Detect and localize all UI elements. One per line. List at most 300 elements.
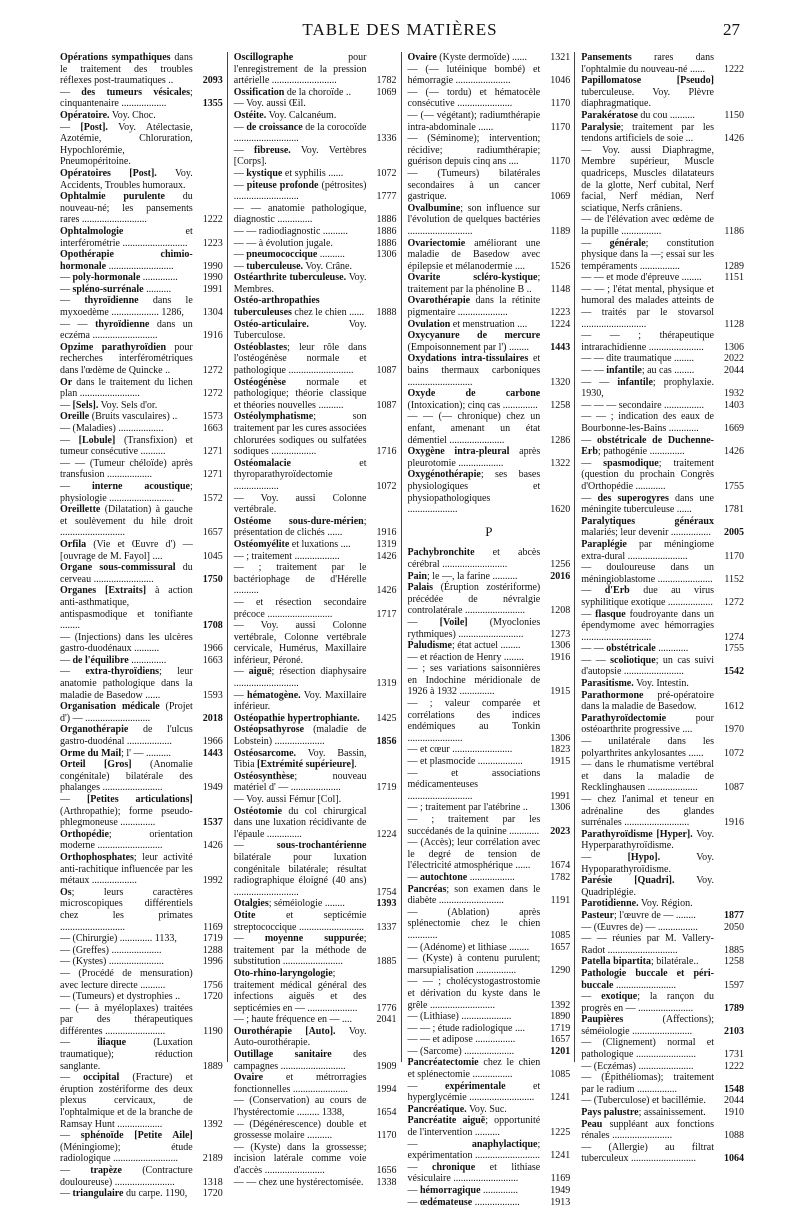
entry-text: — d'Erb due au virus syphilitique exotique .................. [581, 585, 714, 608]
entry-text: Organisation médicale (Projet d') — .......................... [60, 701, 193, 724]
entry-text: — hémorragique .............. [407, 1185, 519, 1196]
index-entry [234, 238, 397, 250]
index-entry [408, 976, 571, 1011]
entry-page-number: 1719 [376, 782, 397, 794]
index-entry [60, 168, 223, 191]
entry-text: Opératoire. Voy. Choc. [60, 109, 156, 121]
entry-page-number: 1890 [550, 1011, 571, 1023]
index-entry [408, 1197, 571, 1208]
entry-page-number: 1776 [376, 1002, 397, 1014]
entry-page-number: 1443 [202, 747, 223, 759]
entry-text: Parésie [Quadri]. Voy. Quadriplégie. [581, 875, 715, 898]
entry-page-number: 1223 [202, 237, 223, 249]
index-entry [60, 1130, 223, 1165]
index-entry [581, 1119, 744, 1142]
index-entry [60, 666, 223, 701]
entry-text: — œdémateuse .................. [407, 1196, 520, 1208]
entry-text: Oxydations intra-tissulaires et bains thermaux carboniques .......................... [407, 353, 541, 388]
index-entry [408, 768, 571, 803]
entry-text: Organe sous-commissural du cerveau ........................ [60, 562, 193, 585]
index-entry [234, 249, 397, 261]
index-entry [234, 1177, 397, 1189]
entry-page-number: 1916 [724, 817, 744, 829]
entry-text: Opzime parathyroïdien pour recherches interférométriques dans l'œdème de Quincke .. [60, 341, 193, 377]
entry-page-number: 1889 [202, 1060, 223, 1072]
index-column-2 [233, 52, 402, 1188]
entry-text: Ovarite scléro-kystique; traitement par la phénoline B .. [407, 272, 541, 295]
index-entry [408, 330, 571, 353]
entry-text: — (— lutéinique bombé) et hémorragie ...................... [407, 63, 541, 87]
entry-text: Oxyde de carbone (Intoxication); cinq cas .............. [407, 388, 541, 411]
index-entry [408, 1104, 571, 1116]
entry-text: — interne acoustique; physiologie .......................... [60, 480, 193, 504]
entry-page-number: 1338 [376, 1176, 397, 1188]
entry-page-number: 1223 [550, 307, 571, 319]
entry-text: — (Adénome) et lithiase ........ [407, 941, 530, 953]
entry-text: Os; leurs caractères microscopiques différentiels chez les primates .......................... [60, 886, 193, 933]
entry-text: Pays palustre; assainissement. [581, 1107, 706, 1119]
entry-text: — (Maladies) .................. [60, 423, 164, 434]
entry-page-number: 1716 [376, 446, 397, 458]
entry-page-number: 1169 [550, 1173, 571, 1185]
entry-text: Ostéo-articulaire. Voy. Tuberculose. [233, 318, 367, 342]
entry-text: — (— végétant); radiumthérapie intra-abdominale ...... [407, 109, 541, 133]
index-entry [234, 1119, 397, 1142]
entry-text: — ; traitement par les succédanés de la quinine ............ [407, 814, 541, 837]
index-entry [60, 991, 223, 1003]
entry-text: Paralysie; traitement par les tendons artificiels de soie ... [581, 121, 714, 145]
entry-text: Ostéarthrite tuberculeuse. Voy. Membres. [233, 272, 367, 295]
index-entry [581, 435, 744, 458]
entry-page-number: 1085 [550, 1069, 571, 1081]
entry-page-number: 1189 [550, 225, 571, 237]
entry-text: Oreillette (Dilatation) à gauche et soulèvement du hile droit .......................... [60, 504, 193, 539]
entry-text: Ostéopathie hypertrophiante. [233, 712, 360, 724]
entry-text: — — thyroïdienne dans un eczéma .......................... [60, 318, 193, 342]
entry-text: — tuberculeuse. Voy. Crâne. [233, 260, 352, 272]
index-entry [581, 643, 744, 655]
entry-page-number: 1597 [724, 979, 744, 991]
index-entry [234, 226, 397, 238]
entry-text: Or dans le traitement du lichen plan ........................ [60, 376, 193, 400]
index-entry [408, 698, 571, 744]
entry-page-number: 1782 [550, 871, 571, 883]
index-entry [234, 771, 397, 794]
entry-page-number: 1241 [550, 1092, 571, 1104]
index-entry [581, 1037, 744, 1060]
entry-page-number: 1064 [724, 1153, 744, 1165]
index-entry [408, 203, 571, 238]
entry-page-number: 1656 [376, 1165, 397, 1176]
index-entry [581, 400, 744, 412]
entry-text: Opothérapie chimio-hormonale .......................... [60, 249, 193, 272]
index-entry [60, 956, 223, 968]
index-entry [581, 411, 744, 434]
entry-text: — de croissance de la corocoïde .......................... [233, 121, 367, 145]
entry-page-number: 1915 [550, 686, 571, 698]
entry-text: — (Dégénérescence) double et grossesse molaire .......... [233, 1118, 367, 1142]
index-entry [408, 756, 571, 768]
index-entry [234, 168, 397, 180]
index-entry [581, 516, 744, 539]
entry-page-number: 1306 [550, 732, 571, 744]
entry-text: — — ; l'état mental, physique et humoral des malades atteints de — traités par le stovarsol .......................... [581, 283, 714, 330]
entry-page-number: 2022 [724, 353, 744, 365]
entry-text: — (Kyste) à contenu purulent; marsupialisation ................ [407, 953, 541, 976]
entry-page-number: 2016 [550, 570, 571, 582]
entry-text: Parasitisme. Voy. Intestin. [581, 678, 689, 690]
entry-page-number: 1319 [376, 538, 397, 550]
entry-page-number: 1304 [202, 307, 223, 319]
index-entry [234, 516, 397, 539]
entry-text: Ostéomyélite et luxations .... [233, 538, 351, 550]
index-entry [234, 666, 397, 689]
entry-page-number: 1087 [376, 399, 397, 411]
entry-text: Organothérapie de l'ulcus gastro-duodénal .................. [60, 724, 193, 748]
index-entry [581, 678, 744, 690]
entry-text: — (Tumeurs) bilatérales secondaires à un cancer gastrique. [407, 167, 541, 203]
index-columns [60, 52, 744, 1208]
entry-text: Parakératose du cou .......... [581, 109, 695, 121]
index-entry [234, 690, 397, 713]
index-entry [60, 887, 223, 933]
index-entry [581, 539, 744, 562]
entry-text: — (Tumeurs) et dystrophies .. [60, 991, 181, 1003]
entry-text: Paralytiques généraux malariés; leur devenir ................ [581, 515, 714, 539]
index-entry [408, 87, 571, 110]
entry-text: — — et mode d'épreuve ........ [581, 272, 702, 284]
entry-text: — — chez une hystérectomisée. [233, 1176, 364, 1188]
entry-text: — obstétricale de Duchenne-Erb; pathogénie .............. [581, 434, 714, 458]
entry-text: — de l'élévation avec œdème de la pupille ................ [581, 214, 714, 237]
entry-text: — Voy. aussi Diaphragme, Membre supérieur, Muscle quadriceps, Muscles dilatateurs de la glotte, Nerf cubital, Nerf facial, Nerf médian, Nerf sciatique, Nerfs crâniens. [581, 144, 714, 214]
entry-text: Ostéotomie du col chirurgical dans une luxation récidivante de l'épaule .............. [233, 805, 367, 840]
entry-text: — (— tordu) et hématocèle consécutive ...................... [407, 86, 541, 110]
entry-text: Parotidienne. Voy. Région. [581, 898, 693, 910]
entry-page-number: 2050 [724, 921, 744, 933]
entry-text: Orthopédie; orientation moderne .......................... [60, 828, 193, 852]
index-entry [234, 1049, 397, 1072]
entry-text: — — réunies par M. Vallery-Radot ............................ [581, 933, 714, 956]
entry-page-number: 1916 [202, 330, 223, 342]
entry-page-number: 1782 [376, 75, 397, 87]
entry-page-number: 1949 [550, 1185, 571, 1196]
index-entry [581, 353, 744, 365]
entry-text: — [Petites articulations] (Arthropathie); forme pseudo-phlegmoneuse .............. [60, 794, 193, 829]
entry-text: — chronique et lithiase vésiculaire .......................... [407, 1161, 541, 1185]
entry-page-number: 1426 [724, 446, 744, 458]
entry-page-number: 1994 [376, 1083, 397, 1095]
entry-page-number: 2093 [202, 75, 223, 87]
entry-page-number: 1306 [550, 640, 571, 652]
entry-page-number: 1186 [724, 225, 744, 237]
entry-text: Pasteur; l'œuvre de — ........ [581, 909, 696, 921]
entry-text: — Voy. aussi Fémur [Col]. [233, 794, 342, 805]
entry-text: Pancréatectomie chez le chien et splénectomie ................ [407, 1057, 541, 1081]
entry-page-number: 1856 [376, 736, 397, 748]
entry-text: — — à évolution jugale. [233, 237, 333, 249]
entry-text: Orteil [Gros] (Anomalie congénitale) bilatérale des phalanges ........................ [60, 759, 193, 794]
entry-page-number: 1208 [550, 605, 571, 617]
entry-page-number: 1620 [550, 504, 571, 516]
index-entry [60, 829, 223, 852]
entry-page-number: 2005 [724, 527, 744, 539]
entry-page-number: 1087 [376, 365, 397, 377]
index-entry [234, 1142, 397, 1177]
entry-text: — — ; indication des eaux de Bourbonne-les-Bains ............ [581, 411, 714, 434]
index-entry [234, 272, 397, 295]
index-entry [234, 562, 397, 597]
entry-page-number: 1393 [376, 898, 397, 910]
entry-text: Oscillographe pour l'enregistrement de la pression artérielle .......................... [233, 52, 367, 87]
entry-text: — triangulaire du carpe. 1190, [60, 1188, 188, 1200]
entry-text: Ovariectomie améliorant une maladie de Basedow avec épilepsie et mélanodermie .... [407, 237, 541, 272]
index-entry [408, 814, 571, 837]
entry-page-number: 1319 [376, 678, 397, 690]
entry-page-number: 1542 [724, 666, 744, 678]
index-entry [60, 272, 223, 284]
index-entry [408, 1081, 571, 1104]
index-entry [581, 1142, 744, 1165]
entry-text: — et plasmocide .................. [407, 756, 523, 768]
index-entry [408, 1162, 571, 1185]
entry-page-number: 1663 [202, 654, 223, 666]
index-entry [408, 837, 571, 872]
index-entry [408, 640, 571, 652]
entry-page-number: 1318 [202, 1176, 223, 1188]
index-entry [408, 238, 571, 273]
index-entry [60, 748, 223, 760]
entry-text: — (Greffes) .................... [60, 944, 162, 956]
entry-page-number: 1537 [202, 817, 223, 829]
entry-text: Paraplégie par méningiome extra-dural ........................ [581, 538, 714, 562]
index-entry [234, 1026, 397, 1049]
entry-page-number: 1258 [550, 399, 571, 411]
index-entry [581, 1107, 744, 1119]
index-entry [408, 884, 571, 907]
index-entry [581, 875, 744, 898]
entry-text: — dans le rhumatisme vertébral et dans la maladie de Recklinghausen .................... [581, 759, 714, 794]
index-entry [581, 365, 744, 377]
index-entry [408, 1185, 571, 1197]
entry-page-number: 1151 [724, 272, 744, 284]
index-entry [408, 663, 571, 698]
entry-text: — aiguë; résection diaphysaire .......................... [233, 666, 367, 690]
entry-page-number: 1885 [724, 944, 744, 956]
entry-text: Pain; le —, la farine .......... [407, 570, 518, 582]
entry-text: Ovaire (Kyste dermoïde) ...... [407, 52, 528, 63]
entry-text: — (Clignement) normal et pathologique ........................ [581, 1037, 714, 1061]
entry-page-number: 1337 [376, 921, 397, 933]
index-entry [408, 744, 571, 756]
index-entry [408, 295, 571, 318]
entry-text: Orfila (Vie et Œuvre d') — [ouvrage de M. Fayol] .... [60, 538, 193, 562]
section-letter: P [485, 523, 493, 539]
entry-text: — flasque foudroyante dans un épendymome avec hémorragies ............................ [581, 608, 714, 643]
index-entry [60, 435, 223, 458]
index-entry [234, 1095, 397, 1118]
entry-page-number: 1781 [724, 504, 744, 516]
entry-page-number: 1355 [202, 98, 223, 110]
index-entry [234, 411, 397, 457]
entry-text: Ourothérapie [Auto]. Voy. Auto-ourothérapie. [233, 1025, 367, 1049]
index-entry [408, 582, 571, 617]
index-entry [234, 493, 397, 516]
entry-text: — (Kystes) ...................... [60, 956, 164, 968]
entry-page-number: 1888 [376, 307, 397, 319]
index-entry [408, 1115, 571, 1138]
entry-text: — spléno-surrénale .......... [60, 283, 172, 295]
index-entry [408, 446, 571, 469]
index-column-1 [60, 52, 228, 1200]
entry-page-number: 1306 [550, 802, 571, 814]
entry-text: — (Sarcome) .................... [407, 1045, 515, 1057]
entry-text: — [Sels]. Voy. Sels d'or. [60, 399, 158, 411]
entry-text: — douloureuse dans un méningioblastome ...................... [581, 562, 714, 585]
index-entry [581, 910, 744, 922]
entry-text: Ostéosarcome. Voy. Bassin, Tibia [Extrémité supérieure]. [233, 747, 367, 771]
entry-text: — (Ablation) après splénectomie chez le chien ............ [407, 906, 541, 941]
index-entry [408, 1034, 571, 1046]
entry-text: — et cœur ........................ [407, 744, 513, 756]
index-column-4 [581, 52, 744, 1165]
entry-text: — des superogyres dans une méningite tuberculeuse ...... [581, 492, 714, 516]
index-entry [60, 945, 223, 957]
entry-page-number: 1877 [724, 909, 744, 921]
entry-text: — unilatérale dans les polyarthrites ankylosantes ...... [581, 736, 714, 759]
entry-page-number: 1548 [724, 1083, 744, 1095]
entry-page-number: 1201 [550, 1045, 571, 1057]
entry-page-number: 1273 [550, 628, 571, 640]
entry-text: Peau suppléant aux fonctions rénales ........................ [581, 1118, 714, 1142]
entry-page-number: 1425 [376, 712, 397, 724]
entry-text: — (— à myéloplaxes) traitées par des thérapeutiques différentes ........................ [60, 1002, 193, 1037]
entry-text: Otalgies; séméiologie ........ [233, 898, 345, 910]
entry-page-number: 1913 [550, 1196, 571, 1208]
index-entry [60, 724, 223, 747]
entry-text: — piteuse profonde (pétrosites) .......................... [233, 179, 367, 203]
entry-text: — [Post]. Voy. Atélectasie, Azotémie, Chloruration, Hypochlorémie, Pneumopéritoine. [60, 121, 193, 168]
entry-text: — (Épithéliomas); traitement par le radium ................ [581, 1072, 714, 1095]
entry-page-number: 1657 [550, 1034, 571, 1046]
entry-text: — des tumeurs vésicales; cinquantenaire .................. [60, 86, 193, 110]
index-entry [581, 690, 744, 713]
entry-page-number: 2018 [202, 712, 223, 724]
entry-page-number: 1169 [203, 921, 223, 933]
index-entry [234, 342, 397, 377]
entry-page-number: 1087 [724, 782, 744, 794]
entry-text: — kystique et syphilis ...... [233, 167, 344, 179]
entry-page-number: 1886 [376, 237, 397, 249]
index-entry [581, 829, 744, 852]
entry-page-number: 1992 [202, 875, 223, 887]
index-entry [234, 1014, 397, 1026]
entry-text: — Voy. aussi Colonne vertébrale, Colonne vertébrale cervicale, Humérus, Maxillaire inférieur, Péroné. [233, 620, 367, 666]
index-entry [234, 597, 397, 620]
entry-text: — expérimentale et hyperglycémie .......................... [407, 1080, 541, 1104]
index-entry [60, 585, 223, 631]
entry-text: Orthophosphates; leur activité anti-rachitique influencée par les métaux .................. [60, 851, 193, 887]
index-entry [581, 52, 744, 75]
entry-page-number: 1322 [550, 457, 571, 469]
index-entry [581, 145, 744, 215]
index-entry [581, 956, 744, 968]
entry-text: — — ; thérapeutique intrarachidienne ...................... [581, 330, 714, 353]
index-entry [234, 898, 397, 910]
entry-text: Orme du Mail; l' — .......... [60, 747, 171, 759]
entry-text: — chez l'animal et teneur en adrénaline des glandes surrénales .......................... [581, 794, 714, 829]
entry-text: — (Allergie) au filtrat tuberculeux .......................... [581, 1141, 714, 1165]
index-entry [60, 295, 223, 318]
entry-text: — anaphylactique; expérimentation .......................... [407, 1138, 541, 1162]
index-entry [60, 87, 223, 110]
entry-text: Patella bipartita; bilatérale.. [581, 956, 699, 968]
entry-page-number: 1526 [550, 260, 571, 272]
entry-text: Organes [Extraits] à action anti-asthmatique, antispasmodique et tonifiante ........ [60, 585, 193, 632]
index-entry [581, 238, 744, 273]
entry-page-number: 1336 [376, 133, 397, 145]
index-entry [581, 110, 744, 122]
index-entry [408, 64, 571, 87]
entry-page-number: 1258 [724, 956, 744, 968]
entry-text: — spasmodique; traitement (question du prochain Congrès d'Orthopédie ............ [581, 457, 714, 492]
entry-text: Oxycyanure de mercure (Empoisonnement par l') ........ [407, 330, 541, 353]
index-entry [234, 319, 397, 342]
index-entry [581, 991, 744, 1014]
index-entry [234, 261, 397, 273]
entry-page-number: 1392 [550, 999, 571, 1011]
entry-page-number: 1990 [202, 260, 223, 272]
entry-page-number: 1150 [724, 109, 744, 121]
index-entry [581, 214, 744, 237]
entry-page-number: 1392 [202, 1118, 223, 1130]
index-entry [408, 872, 571, 884]
entry-text: Pansements rares dans l'ophtalmie du nouveau-né ...... [581, 52, 714, 75]
entry-page-number: 1719 [202, 933, 223, 945]
entry-text: Ophtalmie purulente du nouveau-né; les pansements rares .......................... [60, 191, 193, 226]
entry-page-number: 1754 [376, 886, 397, 898]
index-entry [234, 377, 397, 412]
index-entry [408, 617, 571, 640]
entry-text: — (Accès); leur corrélation avec le degré de tension de l'électricité atmosphérique ...... [407, 837, 541, 872]
index-entry [234, 713, 397, 725]
entry-page-number: 1170 [724, 550, 744, 562]
index-entry [408, 652, 571, 664]
index-entry [581, 852, 744, 875]
entry-page-number: 1191 [550, 895, 571, 907]
index-entry [60, 110, 223, 122]
entry-text: — iliaque (Luxation traumatique); réduction sanglante. [60, 1037, 193, 1072]
entry-page-number: 1966 [202, 643, 223, 655]
entry-text: — exotique; la rançon du progrès en — ...................... [581, 991, 714, 1014]
entry-text: — [Hypo]. Voy. Hypoparathyroïdisme. [581, 851, 715, 875]
index-entry [581, 1061, 744, 1073]
index-entry [408, 411, 571, 446]
index-entry [234, 748, 397, 771]
entry-text: Papillomatose [Pseudo] tuberculeuse. Voy. Plèvre diaphragmatique. [581, 75, 714, 110]
index-entry [234, 620, 397, 666]
entry-page-number: 1069 [550, 191, 571, 203]
index-entry [60, 539, 223, 562]
entry-page-number: 1996 [202, 956, 223, 968]
index-entry [408, 469, 571, 515]
entry-page-number: 1088 [724, 1130, 744, 1142]
entry-text: Ostéome sous-dure-mérien; présentation de clichés ...... [233, 515, 367, 539]
index-entry [408, 1057, 571, 1080]
entry-text: — ; traitement .................. [233, 550, 340, 562]
entry-page-number: 1916 [376, 527, 397, 539]
index-entry [581, 713, 744, 736]
